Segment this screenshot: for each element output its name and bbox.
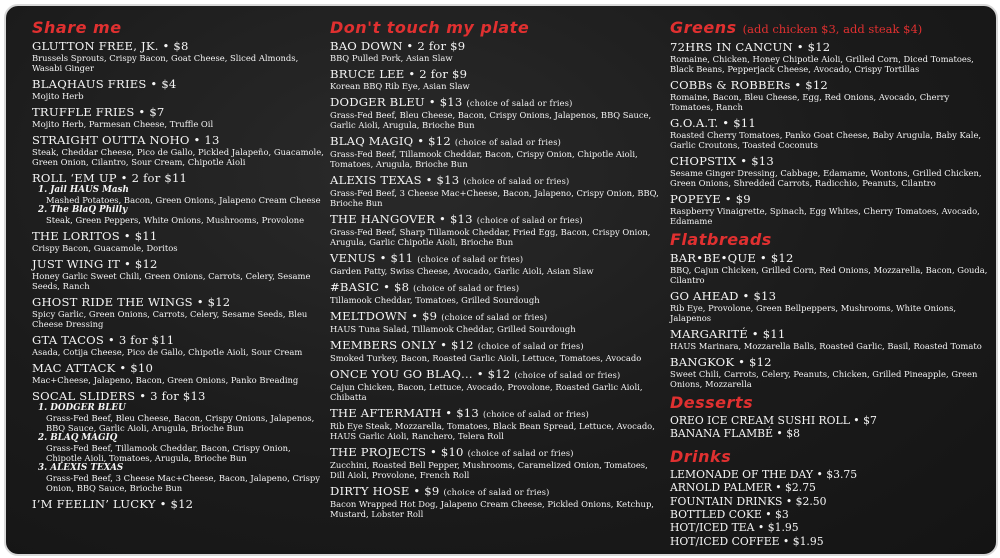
- menu-item: [32, 361, 324, 385]
- menu-section: [330, 18, 660, 519]
- menu-subitem-title: 3. ALEXIS TEXAS: [38, 463, 124, 473]
- menu-item-name-price: ALEXIS TEXAS • $13: [330, 173, 460, 187]
- menu-item: [32, 389, 324, 493]
- menu-item-name-price: COBBs & ROBBERs • $12: [670, 78, 829, 92]
- menu-item: [670, 40, 988, 74]
- menu-item: [330, 173, 660, 208]
- menu-item-title: [670, 355, 988, 369]
- menu-line-item: HOT/ICED COFFEE • $1.95: [670, 534, 824, 548]
- menu-item-title: [670, 251, 988, 265]
- menu-item: [330, 367, 660, 402]
- menu-item: [32, 39, 324, 73]
- menu-item-note: (choice of salad or fries): [443, 487, 550, 497]
- menu-item-description: Rib Eye Steak, Mozzarella, Tomatoes, Black Bean Spread, Lettuce, Avocado, HAUS Garlic Aioli, Ranchero, Telera Roll: [330, 421, 655, 441]
- menu-item-name-price: TRUFFLE FRIES • $7: [32, 105, 165, 119]
- menu-subitem-title: 1. Jail HAUS Mash: [38, 185, 129, 195]
- menu-item-title: [32, 497, 324, 511]
- menu-subitem: [38, 433, 324, 463]
- menu-item-name-price: I’M FEELIN’ LUCKY • $12: [32, 497, 194, 511]
- section-heading-text: Flatbreads: [670, 230, 772, 249]
- menu-item-description: Grass-Fed Beef, Tillamook Cheddar, Bacon, Crispy Onion, Chipotle Aioli, Tomatoes, Arugula, Brioche Bun: [330, 149, 638, 169]
- section-heading: [670, 230, 988, 250]
- menu-item: [330, 445, 660, 480]
- menu-item-title: [330, 406, 660, 421]
- menu-item-title: [330, 39, 660, 53]
- menu-item-title: [330, 338, 660, 353]
- menu-item-title: [670, 289, 988, 303]
- menu-item-note: (choice of salad or fries): [413, 283, 520, 293]
- menu-item-description: Sweet Chili, Carrots, Celery, Peanuts, Chicken, Grilled Pineapple, Green Onions, Mozzarella: [670, 369, 978, 389]
- menu-item-title: [330, 280, 660, 295]
- menu-item-name-price: #BASIC • $8: [330, 280, 410, 294]
- menu-subitem: [38, 463, 324, 493]
- menu-item-name-price: DIRTY HOSE • $9: [330, 484, 440, 498]
- menu-item: [330, 406, 660, 441]
- menu-line-item: FOUNTAIN DRINKS • $2.50: [670, 494, 827, 508]
- section-heading: [670, 18, 988, 39]
- menu-item-description: Korean BBQ Rib Eye, Asian Slaw: [330, 81, 470, 91]
- menu-item-name-price: BAO DOWN • 2 for $9: [330, 39, 466, 53]
- menu-item-name-price: SOCAL SLIDERS • 3 for $13: [32, 389, 206, 403]
- menu-subitem-title: 1. DODGER BLEU: [38, 403, 126, 413]
- menu-line-item: HOT/ICED TEA • $1.95: [670, 521, 799, 535]
- menu-item-name-price: MELTDOWN • $9: [330, 309, 438, 323]
- menu-item: [330, 67, 660, 91]
- menu-section: [670, 393, 988, 441]
- menu-item: [670, 289, 988, 323]
- menu-item-description: HAUS Marinara, Mozzarella Balls, Roasted Garlic, Basil, Roasted Tomato: [670, 341, 982, 351]
- menu-item-description: Sesame Ginger Dressing, Cabbage, Edamame, Wontons, Grilled Chicken, Green Onions, Shredded Carrots, Radicchio, Peanuts, Cilantro: [670, 168, 982, 188]
- menu-item-name-price: STRAIGHT OUTTA NOHO • 13: [32, 133, 220, 147]
- menu-item-note: (choice of salad or fries): [476, 215, 583, 225]
- menu-item-title: [670, 116, 988, 130]
- menu-item: [670, 192, 988, 226]
- menu-subitem-title: 2. The BlaQ Philly: [38, 205, 128, 215]
- menu-item: [330, 484, 660, 519]
- menu-item-description: Smoked Turkey, Bacon, Roasted Garlic Aioli, Lettuce, Tomatoes, Avocado: [330, 353, 642, 363]
- menu-item: [32, 77, 324, 101]
- menu-item-description: Tillamook Cheddar, Tomatoes, Grilled Sourdough: [330, 295, 540, 305]
- menu-line-item: OREO ICE CREAM SUSHI ROLL • $7: [670, 414, 877, 427]
- menu-item: [670, 251, 988, 285]
- menu-item-title: [670, 40, 988, 54]
- menu-line-item: BANANA FLAMBÉ • $8: [670, 427, 800, 441]
- menu-subitem-title: 2. BLAQ MAGIQ: [38, 433, 118, 443]
- menu-section: [32, 18, 324, 511]
- menu-item-description: Garden Patty, Swiss Cheese, Avocado, Garlic Aioli, Asian Slaw: [330, 266, 594, 276]
- menu-item-name-price: ROLL ‘EM UP • 2 for $11: [32, 171, 188, 185]
- menu-column-1: [32, 18, 324, 515]
- section-heading: [670, 447, 988, 467]
- menu-item: [32, 171, 324, 225]
- menu-item-name-price: VENUS • $11: [330, 251, 414, 265]
- menu-item-name-price: THE HANGOVER • $13: [330, 212, 473, 226]
- menu-item: [32, 333, 324, 357]
- menu-item-title: [670, 154, 988, 168]
- menu-item-name-price: ONCE YOU GO BLAQ… • $12: [330, 367, 511, 381]
- menu-section: [670, 18, 988, 226]
- menu-item-name-price: THE PROJECTS • $10: [330, 445, 464, 459]
- menu-item: [330, 39, 660, 63]
- menu-item-title: [32, 295, 324, 309]
- section-heading: [330, 18, 660, 38]
- menu-item-description: Grass-Fed Beef, 3 Cheese Mac+Cheese, Bacon, Jalapeno, Crispy Onion, BBQ, Brioche Bun: [330, 188, 659, 208]
- menu-item-description: Mac+Cheese, Jalapeno, Bacon, Green Onions, Panko Breading: [32, 375, 299, 385]
- section-heading-text: Share me: [32, 18, 122, 37]
- menu-subitem-description: Grass-Fed Beef, Bleu Cheese, Bacon, Crispy Onions, Jalapenos, BBQ Sauce, Garlic Aioli, Arugula, Brioche Bun: [46, 413, 315, 433]
- menu-item-name-price: CHOPSTIX • $13: [670, 154, 774, 168]
- menu-item-description: Grass-Fed Beef, Sharp Tillamook Cheddar, Fried Egg, Bacon, Crispy Onion, Arugula, Garlic Chipotle Aioli, Brioche Bun: [330, 227, 651, 247]
- section-heading-note: (add chicken $3, add steak $4): [742, 22, 923, 36]
- menu-item: [32, 133, 324, 167]
- menu-item: [330, 309, 660, 334]
- menu-item-note: (choice of salad or fries): [482, 409, 590, 419]
- menu-column-2: [330, 18, 660, 523]
- menu-item: [330, 280, 660, 305]
- menu-item-name-price: BANGKOK • $12: [670, 355, 772, 369]
- menu-board: [4, 4, 998, 556]
- menu-item: [670, 327, 988, 351]
- menu-item-name-price: GHOST RIDE THE WINGS • $12: [32, 295, 231, 309]
- menu-item-name-price: 72HRS IN CANCUN • $12: [670, 40, 831, 54]
- menu-item: [670, 116, 988, 150]
- menu-item-name-price: MAC ATTACK • $10: [32, 361, 154, 375]
- menu-item-note: (choice of salad or fries): [514, 370, 621, 380]
- menu-item-note: (choice of salad or fries): [441, 312, 548, 322]
- menu-item-title: [330, 251, 660, 266]
- menu-item-title: [670, 327, 988, 341]
- menu-item-description: Spicy Garlic, Green Onions, Carrots, Celery, Sesame Seeds, Bleu Cheese Dressing: [32, 309, 308, 329]
- menu-item-title: [32, 133, 324, 147]
- section-heading-text: Greens: [670, 18, 737, 37]
- menu-item-description: Grass-Fed Beef, Bleu Cheese, Bacon, Crispy Onions, Jalapenos, BBQ Sauce, Garlic Aioli, Arugula, Brioche Bun: [330, 110, 652, 130]
- menu-item-note: (choice of salad or fries): [463, 176, 570, 186]
- menu-item-title: [330, 95, 660, 110]
- menu-item-title: [32, 39, 324, 53]
- menu-item-description: Romaine, Bacon, Bleu Cheese, Egg, Red Onions, Avocado, Cherry Tomatoes, Ranch: [670, 92, 950, 112]
- menu-item-title: [330, 173, 660, 188]
- menu-item-title: [330, 134, 660, 149]
- menu-item: [330, 95, 660, 130]
- menu-item-title: [330, 445, 660, 460]
- menu-subitem-description: Steak, Green Peppers, White Onions, Mushrooms, Provolone: [46, 215, 305, 225]
- section-heading-text: Don't touch my plate: [330, 18, 530, 37]
- menu-item-title: [330, 67, 660, 81]
- menu-item-title: [330, 367, 660, 382]
- section-heading-text: Drinks: [670, 446, 732, 466]
- menu-item-description: Brussels Sprouts, Crispy Bacon, Goat Cheese, Sliced Almonds, Wasabi Ginger: [32, 53, 299, 73]
- menu-item-name-price: GLUTTON FREE, JK. • $8: [32, 39, 189, 53]
- menu-item-name-price: THE AFTERMATH • $13: [330, 406, 479, 420]
- menu-item: [330, 251, 660, 276]
- menu-item-title: [32, 77, 324, 91]
- menu-item-title: [32, 257, 324, 271]
- menu-item-name-price: THE LORITOS • $11: [32, 229, 158, 243]
- menu-line-item: BOTTLED COKE • $3: [670, 508, 789, 522]
- menu-item-description: Romaine, Chicken, Honey Chipotle Aioli, Grilled Corn, Diced Tomatoes, Black Beans, Pepperjack Cheese, Avocado, Crispy Tortillas: [670, 54, 974, 74]
- menu-item-title: [32, 389, 324, 403]
- menu-item-title: [32, 333, 324, 347]
- menu-item: [32, 257, 324, 291]
- section-heading: [32, 18, 324, 38]
- menu-item-description: Crispy Bacon, Guacamole, Doritos: [32, 243, 178, 253]
- menu-item-description: Mojito Herb, Parmesan Cheese, Truffle Oil: [32, 119, 214, 129]
- menu-item-name-price: BRUCE LEE • 2 for $9: [330, 67, 468, 81]
- menu-item-title: [32, 105, 324, 119]
- menu-item-name-price: BLAQ MAGIQ • $12: [330, 134, 451, 148]
- menu-subitem-description: Grass-Fed Beef, 3 Cheese Mac+Cheese, Bacon, Jalapeno, Crispy Onion, BBQ Sauce, Brioche Bun: [46, 473, 321, 493]
- menu-item-note: (choice of salad or fries): [477, 341, 584, 351]
- menu-item: [330, 338, 660, 363]
- menu-item-name-price: POPEYE • $9: [670, 192, 751, 206]
- menu-item-title: [670, 192, 988, 206]
- menu-item: [32, 105, 324, 129]
- menu-item-description: HAUS Tuna Salad, Tillamook Cheddar, Grilled Sourdough: [330, 324, 576, 334]
- menu-section: [670, 230, 988, 389]
- section-heading: [670, 393, 988, 413]
- menu-item-description: Steak, Cheddar Cheese, Pico de Gallo, Pickled Jalapeño, Guacamole, Green Onion, Cilantro, Sour Cream, Chipotle Aioli: [32, 147, 324, 167]
- menu-item-title: [330, 212, 660, 227]
- menu-item: [32, 497, 324, 511]
- menu-item-description: Roasted Cherry Tomatoes, Panko Goat Cheese, Baby Arugula, Baby Kale, Garlic Croutons, Toasted Coconuts: [670, 130, 982, 150]
- menu-item-name-price: G.O.A.T. • $11: [670, 116, 756, 130]
- menu-item-title: [670, 78, 988, 92]
- menu-item: [670, 154, 988, 188]
- menu-item-description: Rib Eye, Provolone, Green Bellpeppers, Mushrooms, White Onions, Jalapenos: [670, 303, 957, 323]
- menu-item-note: (choice of salad or fries): [454, 137, 561, 147]
- menu-item-description: Zucchini, Roasted Bell Pepper, Mushrooms, Caramelized Onion, Tomatoes, Dill Aioli, Provolone, French Roll: [330, 460, 648, 480]
- menu-item-title: [330, 484, 660, 499]
- menu-item-description: Honey Garlic Sweet Chili, Green Onions, Carrots, Celery, Sesame Seeds, Ranch: [32, 271, 311, 291]
- menu-item-name-price: BLAQHAUS FRIES • $4: [32, 77, 177, 91]
- menu-item-title: [330, 309, 660, 324]
- menu-item-title: [32, 229, 324, 243]
- menu-item-description: BBQ, Cajun Chicken, Grilled Corn, Red Onions, Mozzarella, Bacon, Gouda, Cilantro: [670, 265, 988, 285]
- section-heading-text: Desserts: [670, 393, 754, 412]
- menu-item-name-price: MEMBERS ONLY • $12: [330, 338, 474, 352]
- menu-item-description: Mojito Herb: [32, 91, 84, 101]
- menu-item: [330, 134, 660, 169]
- menu-line-item: ARNOLD PALMER • $2.75: [670, 481, 816, 495]
- menu-item-title: [32, 171, 324, 185]
- menu-item-description: Asada, Cotija Cheese, Pico de Gallo, Chipotle Aioli, Sour Cream: [32, 347, 303, 357]
- menu-item-name-price: MARGARITÉ • $11: [670, 327, 786, 341]
- menu-item-name-price: GO AHEAD • $13: [670, 289, 777, 303]
- menu-item: [32, 229, 324, 253]
- menu-item-description: BBQ Pulled Pork, Asian Slaw: [330, 53, 453, 63]
- menu-item-note: (choice of salad or fries): [466, 98, 573, 108]
- menu-line-item: LEMONADE OF THE DAY • $3.75: [670, 467, 858, 481]
- menu-column-3: [670, 18, 988, 554]
- menu-item: [670, 78, 988, 112]
- menu-subitem: [38, 205, 324, 225]
- menu-item-name-price: BAR•BE•QUE • $12: [670, 251, 794, 265]
- menu-item-name-price: JUST WING IT • $12: [32, 257, 158, 271]
- menu-item-note: (choice of salad or fries): [417, 254, 524, 264]
- menu-item-title: [32, 361, 324, 375]
- menu-item-name-price: DODGER BLEU • $13: [330, 95, 463, 109]
- menu-item-description: Bacon Wrapped Hot Dog, Jalapeno Cream Cheese, Pickled Onions, Ketchup, Mustard, Lobster Roll: [330, 499, 654, 519]
- menu-subitem-description: Mashed Potatoes, Bacon, Green Onions, Jalapeno Cream Cheese: [46, 195, 321, 205]
- menu-subitem: [38, 185, 324, 205]
- menu-subitem: [38, 403, 324, 433]
- menu-item: [330, 212, 660, 247]
- menu-subitem-description: Grass-Fed Beef, Tillamook Cheddar, Bacon, Crispy Onion, Chipotle Aioli, Tomatoes, Arugula, Brioche Bun: [46, 443, 291, 463]
- menu-item-description: Raspberry Vinaigrette, Spinach, Egg Whites, Cherry Tomatoes, Avocado, Edamame: [670, 206, 980, 226]
- menu-item-name-price: GTA TACOS • 3 for $11: [32, 333, 175, 347]
- menu-section: [670, 447, 988, 548]
- menu-item: [670, 355, 988, 389]
- menu-item-description: Cajun Chicken, Bacon, Lettuce, Avocado, Provolone, Roasted Garlic Aioli, Chibatta: [330, 382, 643, 402]
- menu-item: [32, 295, 324, 329]
- menu-item-note: (choice of salad or fries): [467, 448, 574, 458]
